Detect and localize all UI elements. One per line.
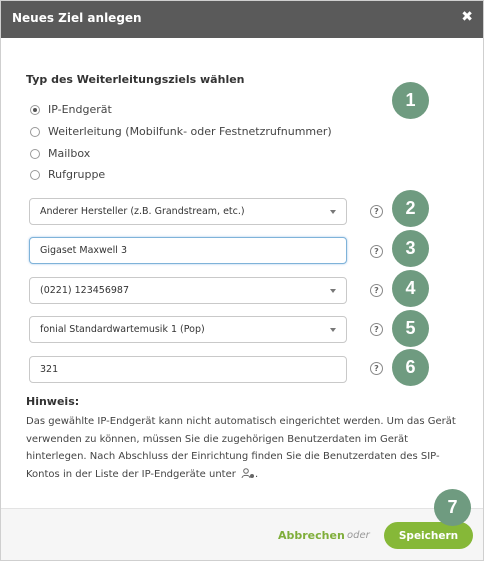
step-badge-5: 5: [392, 310, 429, 347]
extension-field[interactable]: [29, 356, 347, 383]
radio-label: IP-Endgerät: [48, 103, 112, 116]
radio-label: Mailbox: [48, 147, 91, 160]
extension-input[interactable]: [40, 364, 336, 375]
step-badge-7: 7: [434, 489, 471, 526]
hint-body: Das gewählte IP-Endgerät kann nicht automatisch eingerichtet werden. Um das Gerät verwenden zu können, müssen Sie die zugehörigen Benutzerdaten im Gerät hinterlegen. Nach Abschluss der Einrichtung finden Sie die Benutzerdaten des SIP-Kontos in der Liste der IP-Endgeräte unter: [26, 416, 456, 480]
number-select[interactable]: [29, 277, 347, 304]
dialog-titlebar: [1, 1, 483, 38]
user-settings-icon: [241, 468, 255, 479]
radio-button[interactable]: [30, 149, 40, 159]
radio-ring-group[interactable]: [30, 168, 105, 181]
radio-button[interactable]: [30, 170, 40, 180]
radio-forwarding[interactable]: [30, 125, 332, 138]
close-icon[interactable]: ✖: [461, 9, 473, 25]
radio-button-checked[interactable]: [30, 105, 40, 115]
radio-label: Rufgruppe: [48, 168, 106, 181]
step-badge-4: 4: [392, 270, 429, 307]
dialog-title: Neues Ziel anlegen: [12, 11, 142, 25]
step-badge-6: 6: [392, 349, 429, 386]
step-badge-2: 2: [392, 190, 429, 227]
help-icon[interactable]: ?: [370, 205, 383, 218]
hint-title: Hinweis:: [26, 395, 80, 408]
chevron-down-icon: [330, 210, 336, 214]
device-name-input[interactable]: [40, 245, 336, 256]
dialog-footer: [1, 508, 483, 560]
hold-music-select[interactable]: [29, 316, 347, 343]
radio-ip-device[interactable]: [30, 103, 112, 116]
chevron-down-icon: [330, 289, 336, 293]
step-badge-1: 1: [392, 82, 429, 119]
device-name-field[interactable]: [29, 237, 347, 264]
help-icon[interactable]: ?: [370, 245, 383, 258]
target-type-heading: Typ des Weiterleitungsziels wählen: [26, 73, 245, 86]
radio-button[interactable]: [30, 127, 40, 137]
manufacturer-select[interactable]: [29, 198, 347, 225]
hold-music-value: fonial Standardwartemusik 1 (Pop): [40, 324, 205, 335]
number-value: (0221) 123456987: [40, 285, 130, 296]
step-badge-3: 3: [392, 230, 429, 267]
help-icon[interactable]: ?: [370, 362, 383, 375]
or-text: oder: [347, 530, 370, 541]
manufacturer-value: Anderer Hersteller (z.B. Grandstream, etc.): [40, 206, 245, 217]
hint-text: Das gewählte IP-Endgerät kann nicht automatisch eingerichtet werden. Um das Gerät verwenden zu können, müssen Sie die zugehörigen Benutzerdaten im Gerät hinterlegen. Nach Abschluss der Einrichtung finden Sie die Benutzerdaten des SIP-Kontos in der Liste der IP-Endgeräte unter .: [26, 416, 456, 480]
help-icon[interactable]: ?: [370, 284, 383, 297]
help-icon[interactable]: ?: [370, 323, 383, 336]
radio-mailbox[interactable]: [30, 147, 90, 160]
chevron-down-icon: [330, 328, 336, 332]
cancel-button[interactable]: Abbrechen: [278, 529, 345, 542]
radio-label: Weiterleitung (Mobilfunk- oder Festnetzrufnummer): [48, 125, 332, 138]
save-button[interactable]: Speichern: [384, 522, 473, 549]
